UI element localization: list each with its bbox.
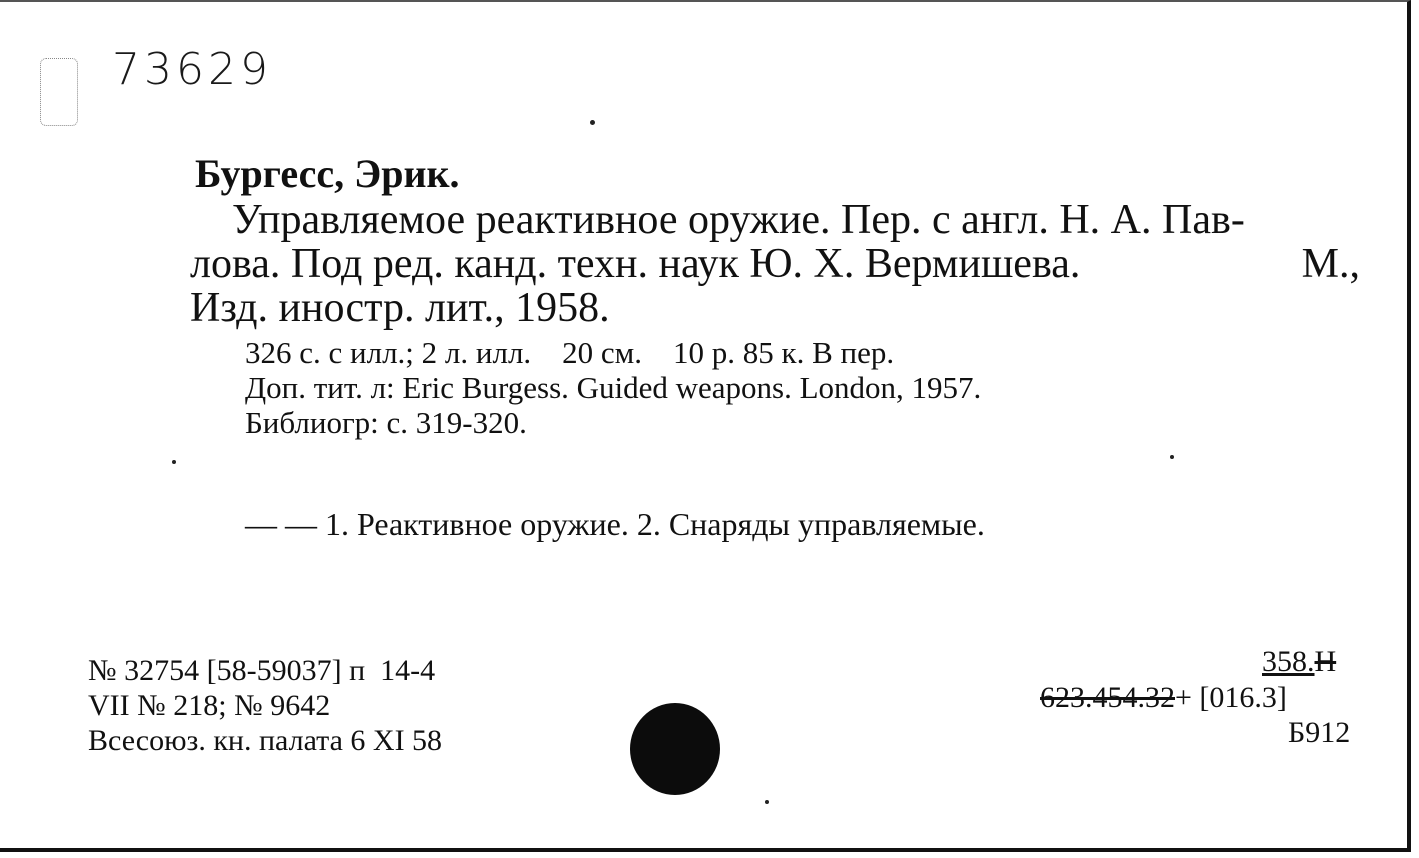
classification-struck-code: 623.454.32 (1040, 681, 1175, 714)
author: Бургесс, Эрик. (195, 151, 460, 196)
classification-code: 358. (1262, 645, 1315, 678)
title-line-2 (190, 240, 1360, 288)
title-line-3: Изд. иностр. лит., 1958. (190, 285, 610, 331)
ink-speck (172, 460, 176, 464)
classification-extra: + [016.3] (1175, 681, 1287, 714)
classification-line-3: Б912 (1288, 716, 1351, 749)
classification-line-1 (1262, 645, 1336, 679)
handwritten-number: 73629 (112, 44, 272, 95)
classification-struck-letter: Н (1314, 645, 1337, 678)
title-line-2-place: М., (1301, 241, 1360, 287)
ink-speck (590, 120, 595, 125)
footer-line-3: Всесоюз. кн. палата 6 XI 58 (88, 724, 443, 757)
footer-line-2: VII № 218; № 9642 (88, 689, 331, 722)
details-line-2: Доп. тит. л: Eric Burgess. Guided weapons. London, 1957. (245, 370, 982, 405)
punch-hole (630, 703, 720, 795)
details-line-1: 326 с. с илл.; 2 л. илл. 20 см. 10 р. 85 к. В пер. (245, 335, 895, 370)
ink-speck (765, 800, 769, 804)
title-line-2-text: лова. Под ред. канд. техн. наук Ю. Х. Вермишева. (190, 241, 1081, 287)
subject-headings: — — 1. Реактивное оружие. 2. Снаряды управляемые. (245, 506, 985, 542)
details-line-3: Библиогр: с. 319-320. (245, 405, 527, 440)
title-line-1: Управляемое реактивное оружие. Пер. с англ. Н. А. Пав- (232, 197, 1245, 243)
ink-speck (1170, 455, 1174, 459)
classification-line-2 (1040, 681, 1287, 715)
stamp-icon (40, 58, 78, 126)
footer-line-1: № 32754 [58-59037] п 14-4 (88, 654, 436, 687)
